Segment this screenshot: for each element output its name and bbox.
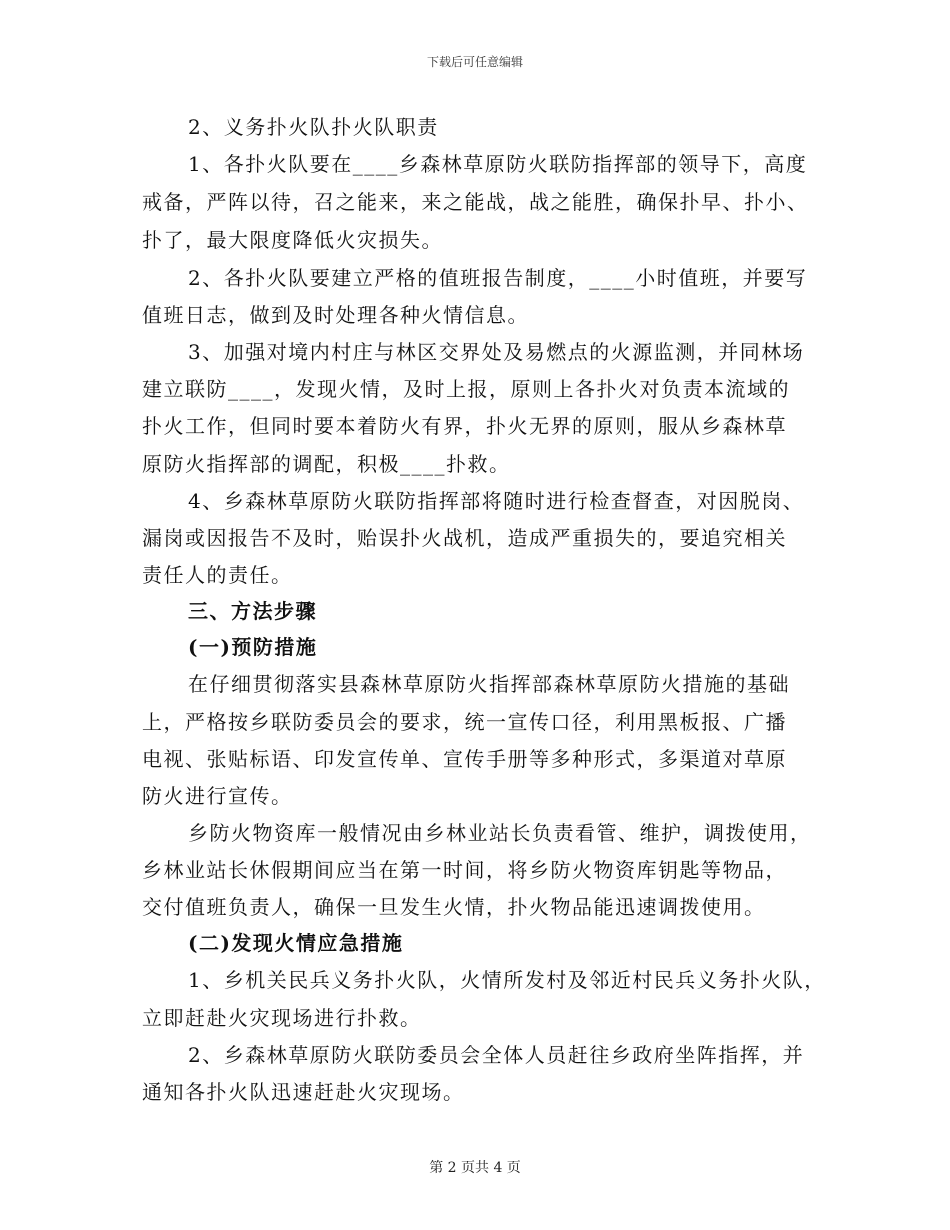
paragraph-line: 扑了，最大限度降低火灾损失。 xyxy=(142,228,443,252)
paragraph-line: 责任人的责任。 xyxy=(142,563,293,587)
paragraph-line: 1、各扑火队要在____乡森林草原防火联防指挥部的领导下，高度 xyxy=(188,152,808,176)
page-footer: 第 2 页共 4 页 xyxy=(429,1160,521,1176)
paragraph-line: 2、乡森林草原防火联防委员会全体人员赶往乡政府坐阵指挥，并 xyxy=(188,1043,805,1067)
paragraph-line: 扑火工作，但同时要本着防火有界，扑火无界的原则，服从乡森林草 xyxy=(142,414,787,438)
paragraph-line: 立即赶赴火灾现场进行扑救。 xyxy=(142,1006,422,1030)
paragraph-line: 建立联防____，发现火情，及时上报，原则上各扑火对负责本流域的 xyxy=(142,377,790,401)
paragraph-line: 防火进行宣传。 xyxy=(142,784,293,808)
subsection-heading: (一)预防措施 xyxy=(188,635,318,659)
paragraph-line: 电视、张贴标语、印发宣传单、宣传手册等多种形式，多渠道对草原 xyxy=(142,747,787,771)
subsection-heading: (二)发现火情应急措施 xyxy=(188,931,404,955)
paragraph-line: 3、加强对境内村庄与林区交界处及易燃点的火源监测，并同林场 xyxy=(188,340,805,364)
paragraph-line: 戒备，严阵以待，召之能来，来之能战，战之能胜，确保扑早、扑小、 xyxy=(142,190,809,214)
section-heading: 三、方法步骤 xyxy=(188,599,317,623)
paragraph-line: 4、乡森林草原防火联防指挥部将随时进行检查督查，对因脱岗、 xyxy=(188,489,805,513)
page-header: 下载后可任意编辑 xyxy=(426,55,523,69)
paragraph-line: 在仔细贯彻落实县森林草原防火指挥部森林草原防火措施的基础 xyxy=(188,672,790,696)
paragraph-line: 上，严格按乡联防委员会的要求，统一宣传口径，利用黑板报、广播 xyxy=(142,710,787,734)
paragraph-line: 乡防火物资库一般情况由乡林业站长负责看管、维护，调拨使用， xyxy=(188,821,812,845)
paragraph-line: 2、各扑火队要建立严格的值班报告制度，____小时值班，并要写 xyxy=(188,266,808,290)
paragraph-line: 乡林业站长休假期间应当在第一时间，将乡防火物资库钥匙等物品， xyxy=(142,858,787,882)
paragraph-line: 1、乡机关民兵义务扑火队，火情所发村及邻近村民兵义务扑火队， xyxy=(188,968,826,992)
subsection-heading: 2、义务扑火队扑火队职责 xyxy=(188,115,439,139)
paragraph-line: 交付值班负责人，确保一旦发生火情，扑火物品能迅速调拨使用。 xyxy=(142,895,766,919)
paragraph-line: 原防火指挥部的调配，积极____扑救。 xyxy=(142,452,511,476)
paragraph-line: 漏岗或因报告不及时，贻误扑火战机，造成严重损失的，要追究相关 xyxy=(142,526,787,550)
paragraph-line: 值班日志，做到及时处理各种火情信息。 xyxy=(142,303,529,327)
paragraph-line: 通知各扑火队迅速赶赴火灾现场。 xyxy=(142,1080,465,1104)
